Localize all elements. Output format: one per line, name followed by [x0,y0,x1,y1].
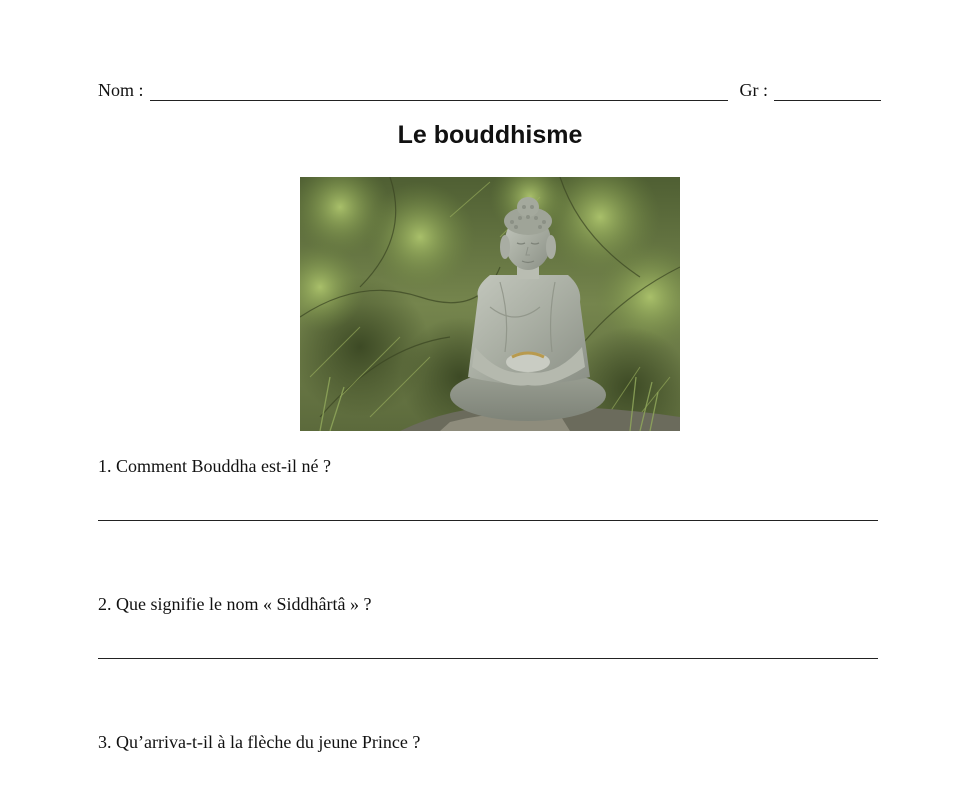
buddha-statue-photo [300,177,680,431]
question-1: 1. Comment Bouddha est-il né ? [98,456,331,476]
answer-line-1[interactable] [98,520,878,521]
header-row [98,77,881,101]
question-2: 2. Que signifie le nom « Siddhârtâ » ? [98,594,372,614]
page-title: Le bouddhisme [397,121,583,149]
name-blank-line[interactable] [150,84,728,101]
answer-line-2[interactable] [98,658,878,659]
name-label: Nom : [98,80,144,100]
group-label: Gr : [739,80,769,100]
group-blank-line[interactable] [774,84,881,101]
question-3: 3. Qu’arriva-t-il à la flèche du jeune Prince ? [98,732,421,752]
